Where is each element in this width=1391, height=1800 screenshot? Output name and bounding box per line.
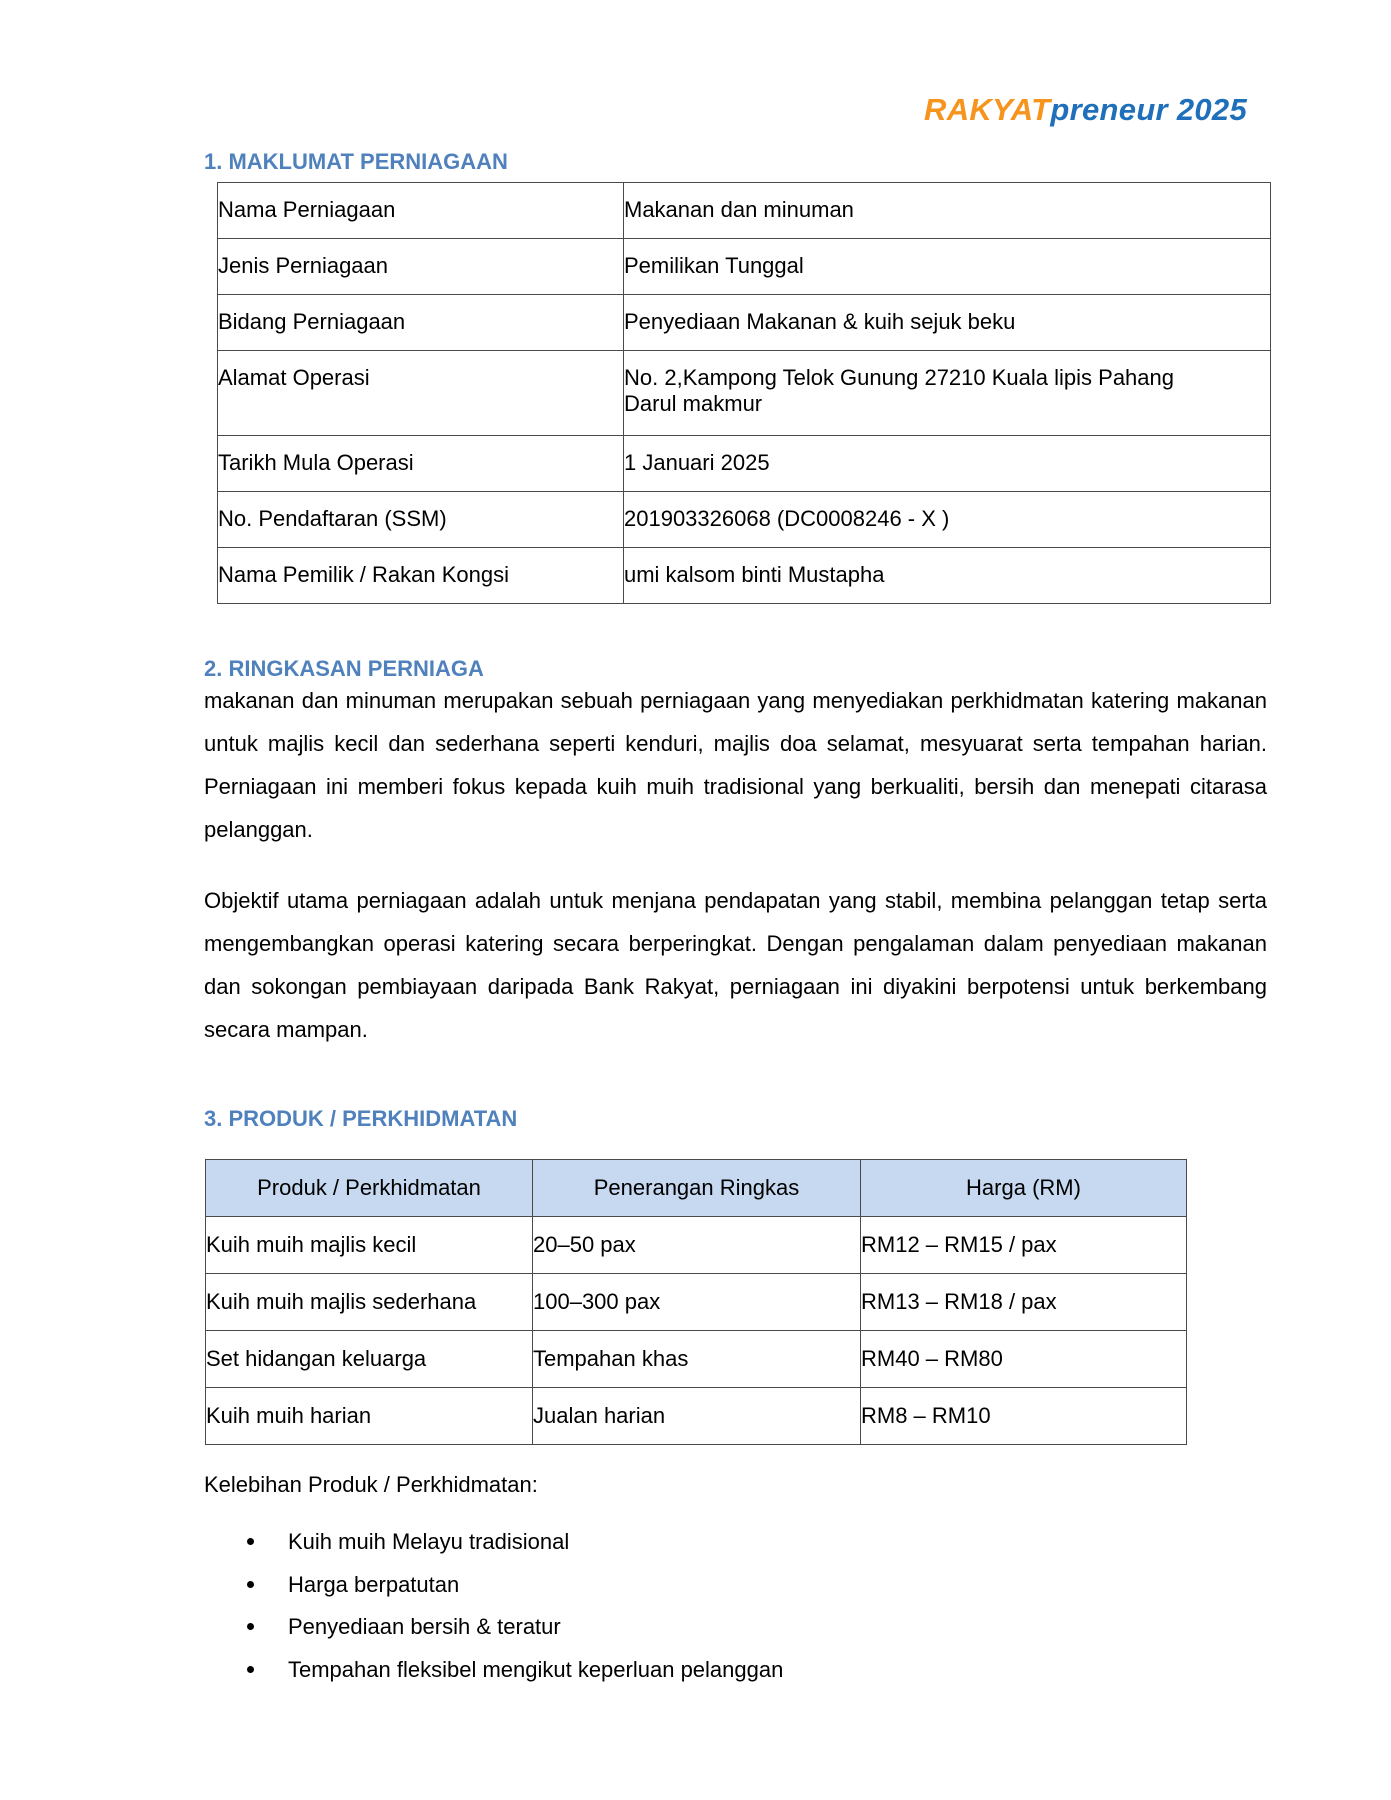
product-price: RM12 – RM15 / pax	[861, 1217, 1187, 1274]
row-label: Tarikh Mula Operasi	[218, 436, 624, 492]
list-item-text: Tempahan fleksibel mengikut keperluan pelanggan	[288, 1657, 784, 1683]
product-name: Kuih muih harian	[206, 1388, 533, 1445]
product-description: Tempahan khas	[533, 1331, 861, 1388]
summary-paragraph-2: Objektif utama perniagaan adalah untuk menjana pendapatan yang stabil, membina pelanggan tetap serta mengembangkan operasi katering secara berperingkat. Dengan pengalaman dalam penyediaan makanan dan sokongan pembiayaan daripada Bank Rakyat, perniagaan ini diyakini berpotensi untuk berkembang secara mampan.	[204, 888, 1267, 1042]
row-value: umi kalsom binti Mustapha	[624, 548, 1271, 604]
product-price: RM40 – RM80	[861, 1331, 1187, 1388]
table-row	[218, 183, 1271, 239]
bullet-icon	[247, 1666, 254, 1673]
list-item	[204, 1605, 783, 1648]
column-header: Harga (RM)	[861, 1160, 1187, 1217]
list-item	[204, 1648, 783, 1691]
row-value: Makanan dan minuman	[624, 183, 1271, 239]
product-price: RM8 – RM10	[861, 1388, 1187, 1445]
section-heading-ringkasan: 2. RINGKASAN PERNIAGA	[204, 656, 484, 681]
list-item-text: Penyediaan bersih & teratur	[288, 1614, 561, 1640]
bullet-icon	[247, 1581, 254, 1588]
table-row	[206, 1331, 1187, 1388]
list-item	[204, 1563, 783, 1606]
row-label: Nama Pemilik / Rakan Kongsi	[218, 548, 624, 604]
table-row	[218, 295, 1271, 351]
product-name: Set hidangan keluarga	[206, 1331, 533, 1388]
table-header-row	[206, 1160, 1187, 1217]
product-description: 20–50 pax	[533, 1217, 861, 1274]
table-row	[218, 436, 1271, 492]
row-label: No. Pendaftaran (SSM)	[218, 492, 624, 548]
product-description: Jualan harian	[533, 1388, 861, 1445]
business-info-table	[217, 182, 1271, 604]
product-price: RM13 – RM18 / pax	[861, 1274, 1187, 1331]
column-header: Produk / Perkhidmatan	[206, 1160, 533, 1217]
row-value: Penyediaan Makanan & kuih sejuk beku	[624, 295, 1271, 351]
table-row	[206, 1388, 1187, 1445]
row-value: 1 Januari 2025	[624, 436, 1271, 492]
row-label: Bidang Perniagaan	[218, 295, 624, 351]
address-line-2: Darul makmur	[624, 391, 763, 416]
logo-rakyat-text: RAKYAT	[924, 92, 1051, 127]
list-item-text: Harga berpatutan	[288, 1571, 460, 1597]
list-item	[204, 1520, 783, 1563]
advantages-title: Kelebihan Produk / Perkhidmatan:	[204, 1472, 538, 1497]
bullet-icon	[247, 1538, 254, 1545]
summary-paragraph-1: makanan dan minuman merupakan sebuah perniagaan yang menyediakan perkhidmatan katering makanan untuk majlis kecil dan sederhana seperti kenduri, majlis doa selamat, mesyuarat serta tempahan harian. Perniagaan ini memberi fokus kepada kuih muih tradisional yang berkualiti, bersih dan menepati citarasa pelanggan.	[204, 688, 1267, 842]
rakyatpreneur-logo	[924, 92, 1247, 128]
row-label: Jenis Perniagaan	[218, 239, 624, 295]
list-item-text: Kuih muih Melayu tradisional	[288, 1529, 570, 1554]
address-line-1: No. 2,Kampong Telok Gunung 27210 Kuala lipis Pahang	[624, 365, 1174, 390]
section-heading-maklumat: 1. MAKLUMAT PERNIAGAAN	[204, 149, 508, 174]
products-table	[205, 1159, 1187, 1445]
column-header: Penerangan Ringkas	[533, 1160, 861, 1217]
product-name: Kuih muih majlis kecil	[206, 1217, 533, 1274]
row-label: Alamat Operasi	[218, 351, 624, 436]
row-label: Nama Perniagaan	[218, 183, 624, 239]
product-description: 100–300 pax	[533, 1274, 861, 1331]
advantages-list	[204, 1520, 783, 1691]
table-row	[218, 548, 1271, 604]
bullet-icon	[247, 1623, 254, 1630]
table-row	[218, 351, 1271, 436]
table-row	[206, 1217, 1187, 1274]
row-value: 201903326068 (DC0008246 - X )	[624, 492, 1271, 548]
row-value: Pemilikan Tunggal	[624, 239, 1271, 295]
product-name: Kuih muih majlis sederhana	[206, 1274, 533, 1331]
table-row	[206, 1274, 1187, 1331]
section-heading-produk: 3. PRODUK / PERKHIDMATAN	[204, 1106, 518, 1131]
logo-preneur-text: preneur 2025	[1050, 92, 1247, 127]
row-value	[624, 351, 1271, 436]
table-row	[218, 492, 1271, 548]
table-row	[218, 239, 1271, 295]
